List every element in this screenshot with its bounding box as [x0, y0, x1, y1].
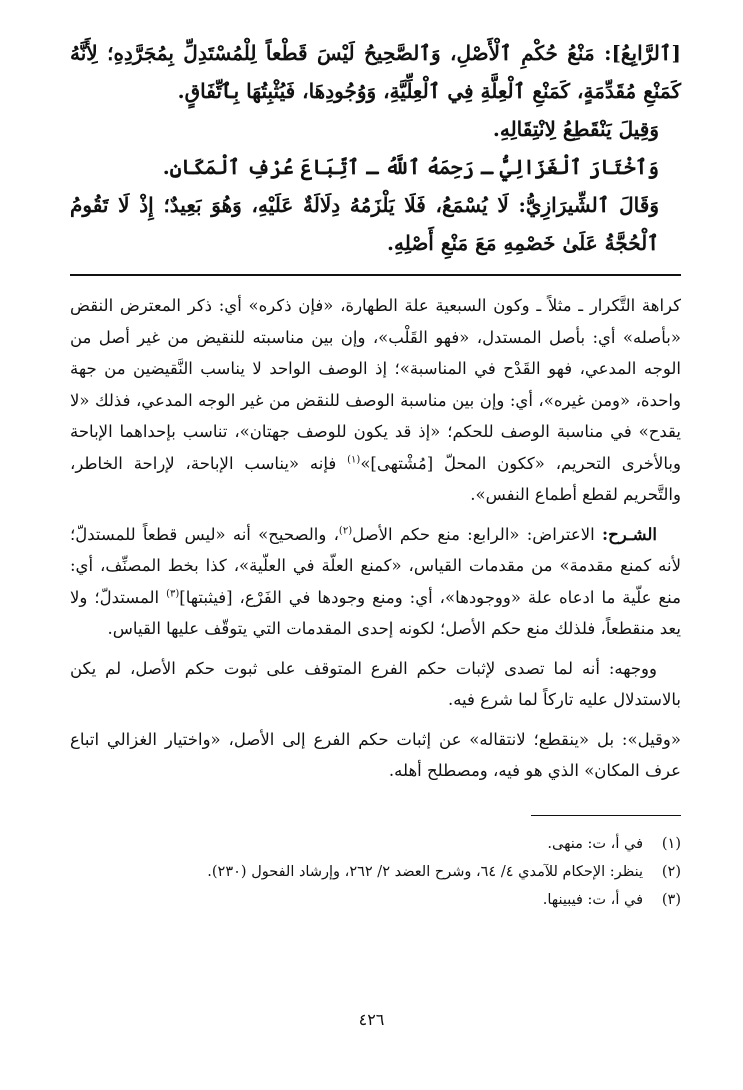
footnote-ref-2[interactable]: (٢) [338, 525, 353, 536]
matn-paragraph-qil: وَقِيلَ يَنْقَطِعُ لِانْتِقَالِهِ. [492, 117, 659, 141]
footnote-number: (٣) [661, 891, 681, 908]
page-number: ٤٢٦ [358, 1010, 385, 1029]
footnote-ref-1[interactable]: (١) [347, 454, 361, 465]
sharh-paragraph-2 [70, 519, 681, 645]
sharh-p2-c: المستدلّ؛ ولا يعد منقطعاً، فلذلك منع حكم الأصل؛ لكونه إحدى المقدمات التي يتوقّف عليها القياس. [70, 587, 681, 638]
sharh-p2-b: ، والصحيح» أنه «ليس قطعاً للمستدلّ؛ لأنه كمنع مقدمة» من مقدمات القياس، «كمنع العلّة في العلّية»، كذا بخط المصنِّف، أي: منع علّية ما ادعاه علة «ووجودها»، أي: ومنع وجودها في الفَرْع، [فيثبتها] [70, 524, 681, 607]
footnote-number: (١) [661, 835, 681, 852]
sharh-text [70, 290, 681, 787]
matn-separator [70, 274, 681, 276]
footnote-text: في أ، ت: فيبينها. [542, 891, 643, 908]
footnotes [70, 830, 681, 914]
footnote-text: في أ، ت: منهى. [547, 835, 643, 852]
footnote-ref-3[interactable]: (٣) [166, 588, 180, 599]
sharh-p2-a: الاعتراض: «الرابع: منع حكم الأصل [352, 524, 602, 544]
matn-text [70, 34, 681, 262]
sharh-paragraph-4: «وقيل»: بل «ينقطع؛ لانتقاله» عن إثبات حكم الفرع إلى الأصل، «واختيار الغزالي اتباع عرف المكان» الذي هو فيه، ومصطلح أهله. [70, 729, 681, 780]
sharh-p1-text: كراهة التَّكرار ـ مثلاً ـ وكون السبعية علة الطهارة، «فإن ذكره» أي: ذكر المعترض النقض «بأصله» أي: بأصل المستدل، «فهو القَلْب»، وإن بين مناسبته للنقيض من غير أصل من الوجه المدعي، فهو القَدْح في المناسبة»؛ إذ الوصف الواحد لا يناسب النَّقيضين من جهة واحدة، «ومن غيره»، أي: وإن بين مناسبة الوصف للنقض من غير الوجه المدعي، فذلك «لا يقدح» في مناسبة الوصف للحكم؛ «إذ قد يكون للوصف جهتان»، تناسب بإحداهما الإباحة وبالأخرى التحريم، «ككون المحلّ [مُشْتهى]» [70, 296, 681, 473]
matn-paragraph-fourth-objection: [ٱلرَّابِعُ]: مَنْعُ حُكْمِ ٱلْأَصْلِ، وَٱلصَّحِيحُ لَيْسَ قَطْعاً لِلْمُسْتَدِلِّ بِمُجَرَّدِهِ؛ لِأَنَّهُ كَمَنْعِ مُقَدِّمَةٍ، كَمَنْعِ ٱلْعِلَّةِ فِي ٱلْعِلِّيَّةِ، وَوُجُودِهَا، فَيُثْبِتُهَا بِٱتِّفَاقٍ. [70, 41, 681, 103]
sharh-paragraph-3: ووجهه: أنه لما تصدى لإثبات حكم الفرع المتوقف على ثبوت حكم الأصل، لم يكن بالاستدلال عليه تاركاً لما شرع فيه. [70, 658, 681, 709]
sharh-label: الشـرح: [601, 524, 657, 544]
footnote-2 [70, 858, 681, 886]
matn-paragraph-ghazali: وَٱخْتَارَ ٱلْغَزَالِيُّ ـ رَحِمَهُ ٱللَّهُ ـ ٱتِّبَاعَ عُرْفِ ٱلْمَكَانِ. [162, 155, 659, 179]
sharh-p1-tail: فإنه «يناسب الإباحة، لإراحة الخاطر، والتَّحريم لقطع أطماع النفس». [70, 453, 681, 504]
footnote-text: ينظر: الإحكام للآمدي ٤/ ٦٤، وشرح العضد ٢/ ٢٦٢، وإرشاد الفحول (٢٣٠). [207, 863, 643, 880]
footnote-3 [70, 886, 681, 914]
footnote-1 [70, 830, 681, 858]
matn-paragraph-shirazi: وَقَالَ ٱلشِّيرَازِيُّ: لَا يُسْمَعُ، فَلَا يَلْزَمُهُ دِلَالَةٌ عَلَيْهِ، وَهُوَ بَعِيدٌ؛ إِذْ لَا تَقُومُ ٱلْحُجَّةُ عَلَىٰ خَصْمِهِ مَعَ مَنْعِ أَصْلِهِ. [70, 193, 659, 255]
footnote-number: (٢) [661, 863, 681, 880]
footnote-separator [531, 815, 681, 816]
sharh-paragraph-1 [70, 290, 681, 511]
